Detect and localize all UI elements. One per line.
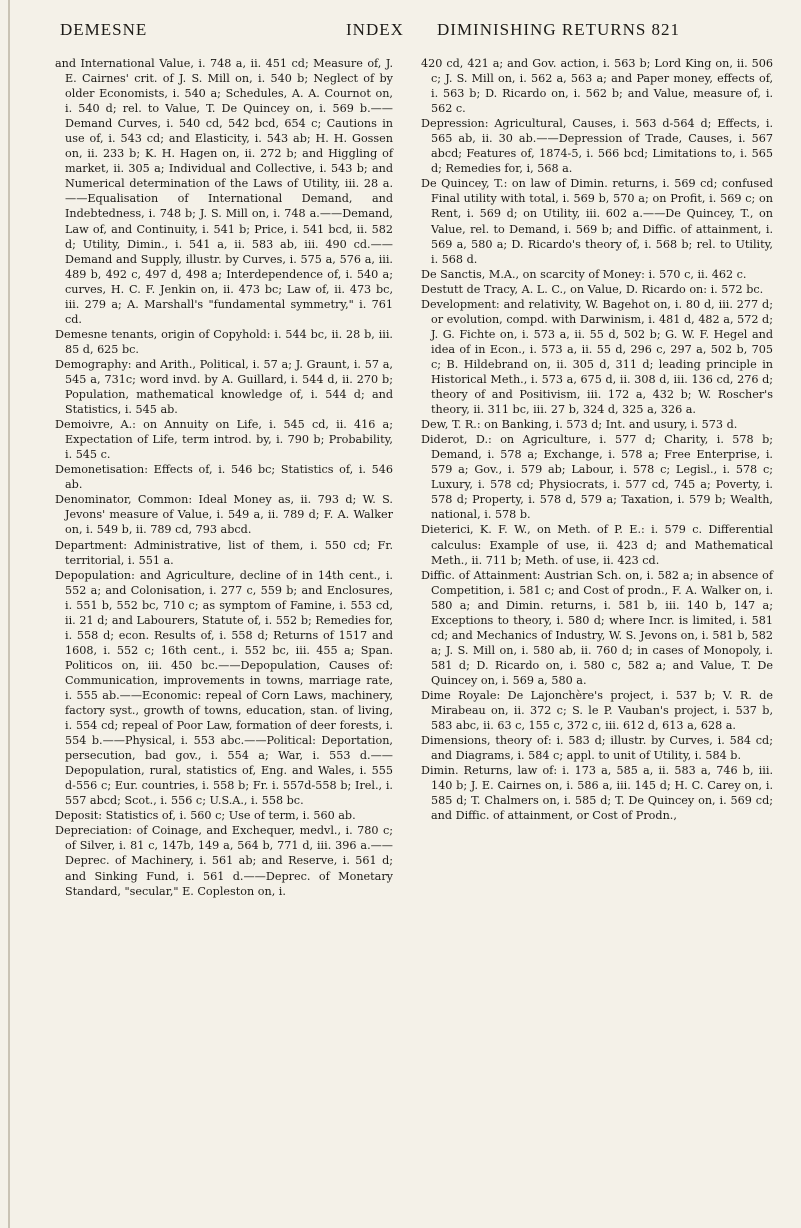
right-index-column [421,56,773,823]
running-header [40,20,779,42]
index-entry: Dieterici, K. F. W., on Meth. of P. E.: i. 579 c. Differential calculus: Example of use, ii. 423 d; and Mathematical Meth., ii. 711 b; Meth. of use, ii. 423 cd. [421,523,773,567]
index-entry: Diffic. of Attainment: Austrian Sch. on, i. 582 a; in absence of Competition, i. 581 c; and Cost of prodn., F. A. Walker on, i. 580 a; and Dimin. returns, i. 581 b, iii. 140 b, 147 a; Exceptions to theory, i. 580 d; where Incr. is limited, i. 581 cd; and Mechanics of Industry, W. S. Jevons on, i. 581 b, 582 a; J. S. Mill on, i. 580 ab, ii. 760 d; in cases of Monopoly, i. 581 d; D. Ricardo on, i. 580 c, 582 a; and Value, T. De Quincey on, i. 569 a, 580 a. [421,568,773,687]
index-entry: Deposit: Statistics of, i. 560 c; Use of term, i. 560 ab. [55,809,356,823]
index-entry: Denominator, Common: Ideal Money as, ii. 793 d; W. S. Jevons' measure of Value, i. 549 a, ii. 789 d; F. A. Walker on, i. 549 b, ii. 789 cd, 793 abcd. [55,493,393,537]
index-entry: Dew, T. R.: on Banking, i. 573 d; Int. and usury, i. 573 d. [421,418,738,432]
page-gutter-edge [8,0,10,1228]
index-entry: Diderot, D.: on Agriculture, i. 577 d; Charity, i. 578 b; Demand, i. 578 a; Exchange, i. 578 a; Free Enterprise, i. 579 a; Gov., i. 579 ab; Labour, i. 578 c; Legisl., i. 578 c; Luxury, i. 578 cd; Physiocrats, i. 577 cd, 745 a; Poverty, i. 578 d; Property, i. 578 d, 579 a; Taxation, i. 579 b; Wealth, national, i. 578 b. [421,433,773,522]
index-entry: De Quincey, T.: on law of Dimin. returns, i. 569 cd; confused Final utility with total, i. 569 b, 570 a; on Profit, i. 569 c; on Rent, i. 569 d; on Utility, iii. 602 a.——De Quincey, T., on Value, rel. to Demand, i. 569 b; and Diffic. of attainment, i. 569 a, 580 a; D. Ricardo's theory of, i. 568 b; rel. to Utility, i. 568 d. [421,177,773,266]
index-entry: Dimensions, theory of: i. 583 d; illustr. by Curves, i. 584 cd; and Diagrams, i. 584 c; appl. to unit of Utility, i. 584 b. [421,734,773,763]
index-entry: Dimin. Returns, law of: i. 173 a, 585 a, ii. 583 a, 746 b, iii. 140 b; J. E. Cairnes on, i. 586 a, iii. 145 d; H. C. Carey on, i. 585 d; T. Chalmers on, i. 585 d; T. De Quincey on, i. 569 cd; and Diffic. of attainment, or Cost of Prodn., [421,764,773,823]
header-right-word: DIMINISHING RETURNS 821 [437,20,681,39]
index-entry: 420 cd, 421 a; and Gov. action, i. 563 b; Lord King on, ii. 506 c; J. S. Mill on, i. 562 a, 563 a; and Paper money, effects of, i. 563 b; D. Ricardo on, i. 562 b; and Value, measure of, i. 562 c. [421,57,773,116]
index-entry: Depression: Agricultural, Causes, i. 563 d-564 d; Effects, i. 565 ab, ii. 30 ab.——Depression of Trade, Causes, i. 567 abcd; Features of, 1874-5, i. 566 bcd; Limitations to, i. 565 d; Remedies for, i, 568 a. [421,117,773,176]
index-entry: Demonetisation: Effects of, i. 546 bc; Statistics of, i. 546 ab. [55,463,393,492]
index-entry: Demoivre, A.: on Annuity on Life, i. 545 cd, ii. 416 a; Expectation of Life, term introd. by, i. 790 b; Probability, i. 545 c. [55,418,393,462]
index-entry: and International Value, i. 748 a, ii. 451 cd; Measure of, J. E. Cairnes' crit. of J. S. Mill on, i. 540 b; Neglect of by older Economists, i. 540 a; Schedules, A. A. Cournot on, i. 540 d; rel. to Value, T. De Quincey on, i. 569 b.—— Demand Curves, i. 540 cd, 542 bcd, 654 c; Cautions in use of, i. 543 cd; and Elasticity, i. 543 ab; H. H. Gossen on, ii. 233 b; K. H. Hagen on, ii. 272 b; and Higgling of market, ii. 305 a; Individual and Collective, i. 543 b; and Numerical determination of the Laws of Utility, iii. 28 a.——Equalisation of International Demand, and Indebtedness, i. 748 b; J. S. Mill on, i. 748 a.——Demand, Law of, and Continuity, i. 541 b; Price, i. 541 bcd, ii. 582 d; Utility, Dimin., i. 541 a, ii. 583 ab, iii. 490 cd.——Demand and Supply, illustr. by Curves, i. 575 a, 576 a, iii. 489 b, 492 c, 497 d, 498 a; Interdependence of, i. 540 a; curves, H. C. F. Jenkin on, ii. 473 bc; Law of, ii. 473 bc, iii. 279 a; A. Marshall's "fundamental symmetry," i. 761 cd. [55,57,393,326]
header-left-word: DEMESNE [60,20,148,39]
left-index-column [55,56,393,899]
index-entry: Development: and relativity, W. Bagehot on, i. 80 d, iii. 277 d; or evolution, compd. with Darwinism, i. 481 d, 482 a, 572 d; J. G. Fichte on, i. 573 a, ii. 55 d, 502 b; G. W. F. Hegel and idea of in Econ., i. 573 a, ii. 55 d, 296 c, 297 a, 502 b, 705 c; B. Hildebrand on, ii. 305 d, 311 d; leading principle in Historical Meth., i. 573 a, 675 d, ii. 308 d, iii. 136 cd, 276 d; theory of and Positivism, iii. 172 a, 432 b; W. Roscher's theory, ii. 311 bc, iii. 27 b, 324 d, 325 a, 326 a. [421,297,773,417]
index-entry: Demography: and Arith., Political, i. 57 a; J. Graunt, i. 57 a, 545 a, 731c; word invd. by A. Guillard, i. 544 d, ii. 270 b; Population, mathematical knowledge of, i. 544 d; and Statistics, i. 545 ab. [55,357,393,417]
index-entry: Department: Administrative, list of them, i. 550 cd; Fr. territorial, i. 551 a. [55,538,393,567]
index-entry: Demesne tenants, origin of Copyhold: i. 544 bc, ii. 28 b, iii. 85 d, 625 bc. [55,327,393,356]
index-entry: Depreciation: of Coinage, and Exchequer, medvl., i. 780 c; of Silver, i. 81 c, 147b, 149 a, 564 b, 771 d, iii. 396 a.——Deprec. of Machinery, i. 561 ab; and Reserve, i. 561 d; and Sinking Fund, i. 561 d.——Deprec. of Monetary Standard, "secular," E. Copleston on, i. [55,824,393,898]
index-entry: Dime Royale: De Lajonchère's project, i. 537 b; V. R. de Mirabeau on, ii. 372 c; S. le P. Vauban's project, i. 537 b, 583 abc, ii. 63 c, 155 c, 372 c, iii. 612 d, 613 a, 628 a. [421,688,773,733]
index-entry: De Sanctis, M.A., on scarcity of Money: i. 570 c, ii. 462 c. [421,267,747,281]
index-entry: Destutt de Tracy, A. L. C., on Value, D. Ricardo on: i. 572 bc. [421,282,764,296]
header-center-word: INDEX [346,20,404,39]
index-entry: Depopulation: and Agriculture, decline of in 14th cent., i. 552 a; and Colonisation, i. 277 c, 559 b; and Enclosures, i. 551 b, 552 bc, 710 c; as symptom of Famine, i. 553 cd, ii. 21 d; and Labourers, Statute of, i. 552 b; Remedies for, i. 558 d; econ. Results of, i. 558 d; Returns of 1517 and 1608, i. 552 c; 16th cent., i. 552 bc, iii. 455 a; Span. Politicos on, iii. 450 bc.——Depopulation, Causes of: Communication, improvements in towns, marriage rate, i. 555 ab.——Economic: repeal of Corn Laws, machinery, factory syst., growth of towns, education, stan. of living, i. 554 cd; repeal of Poor Law, formation of deer forests, i. 554 b.——Physical, i. 553 abc.——Political: Deportation, persecution, bad gov., i. 554 a; War, i. 553 d.——Depopulation, rural, statistics of, Eng. and Wales, i. 555 d-556 c; Eur. countries, i. 558 b; Fr. i. 557d-558 b; Irel., i. 557 abcd; Scot., i. 556 c; U.S.A., i. 558 bc. [55,568,393,808]
